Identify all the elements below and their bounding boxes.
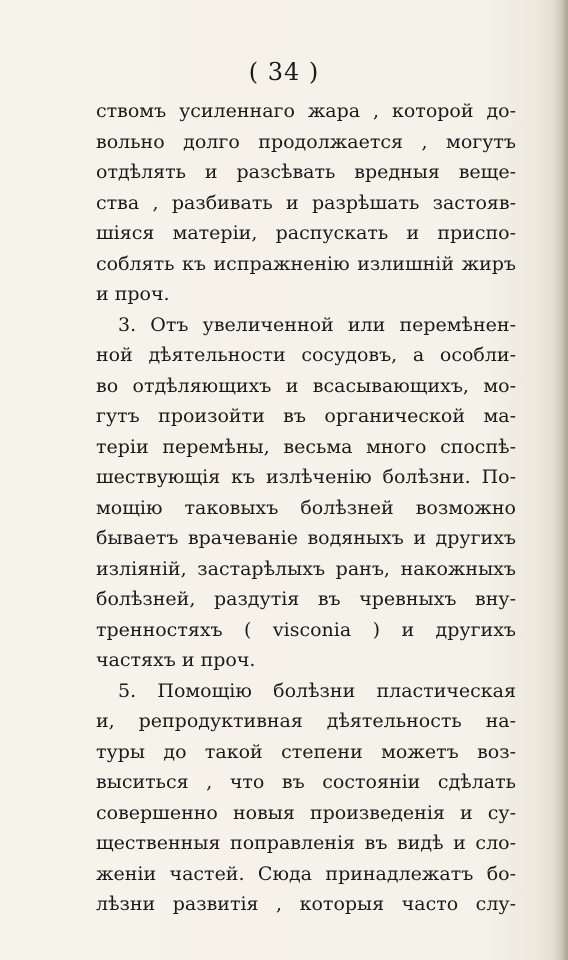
text-line: соблять къ испражненію излишній жиръ: [96, 252, 516, 275]
text-line: ствомъ усиленнаго жара , которой до-: [96, 100, 516, 122]
page-text: [96, 96, 516, 920]
text-line: теріи перемѣны, весьма много споспѣ-: [96, 435, 516, 458]
text-line: гутъ произойти въ органической ма-: [96, 405, 516, 427]
page-number: ( 34 ): [248, 58, 320, 86]
text-line: щественныя поправленія въ видѣ и сло-: [96, 832, 516, 854]
text-line: тренностяхъ ( visconia ) и другихъ: [96, 618, 516, 641]
text-line: 5. Помощію болѣзни пластическая: [118, 679, 516, 702]
page-edge-shadow: [552, 0, 568, 960]
text-line: и, репродуктивная дѣятельность на-: [96, 710, 516, 732]
text-line: шествующія къ излѣченію болѣзни. По-: [96, 466, 516, 488]
paragraph-2: [96, 310, 516, 676]
text-line: выситься , что въ состояніи сдѣлать: [96, 771, 516, 793]
text-line: ства , разбивать и разрѣшать застояв-: [96, 191, 516, 214]
paragraph-3: [96, 676, 516, 920]
text-line: бываетъ врачеванiе водяныхъ и другихъ: [96, 527, 516, 549]
paragraph-1: [96, 96, 516, 310]
text-line: 3. Отъ увеличенной или перемѣнен-: [118, 313, 516, 336]
text-line: отдѣлять и разсѣвать вредныя веще-: [96, 161, 516, 183]
text-line: и проч.: [96, 283, 170, 305]
text-line: лѣзни развитія , которыя часто слу-: [96, 893, 516, 915]
text-line: ной дѣятельности сосудовъ, а особли-: [96, 344, 516, 366]
text-line: вольно долго продолжается , могутъ: [96, 130, 516, 153]
text-line: шіяся матеріи, распускать и приспо-: [96, 222, 516, 244]
text-line: частяхъ и проч.: [96, 649, 256, 671]
text-line: мощію таковыхъ болѣзней возможно: [96, 496, 516, 519]
text-line: женіи частей. Сюда принадлежатъ бо-: [96, 862, 516, 885]
text-line: совершенно новыя произведенія и су-: [96, 801, 516, 824]
text-line: во отдѣляющихъ и всасывающихъ, мо-: [96, 374, 516, 397]
text-line: туры до такой степени можетъ воз-: [96, 740, 516, 763]
text-line: изліяній, застарѣлыхъ ранъ, накожныхъ: [96, 557, 516, 580]
text-line: болѣзней, раздутія въ чревныхъ вну-: [96, 588, 516, 610]
